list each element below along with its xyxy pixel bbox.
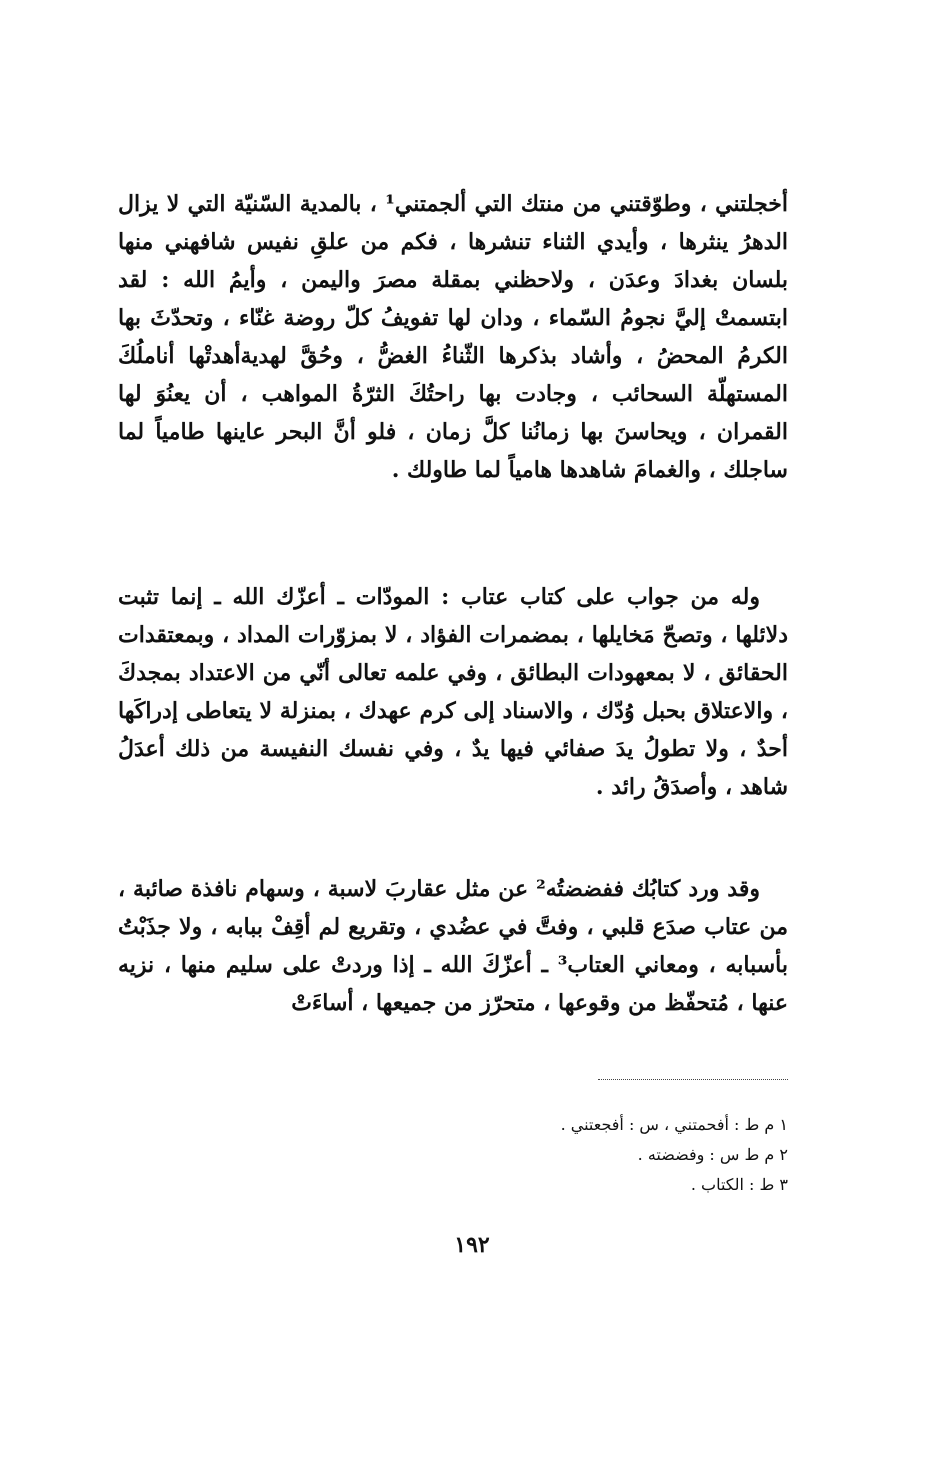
paragraph-1: أخجلتني ، وطوّقتني من منتك التي ألجمتني¹ ، بالمدية السّنيّة التي لا يزال الدهرُ ينثرها ، وأيدي الثناء تنشرها ، فكم من علقِ نفيس شافهني منها بلسان بغدادَ وعدَن ، ولاحظني بمقلة مصرَ واليمن ، وأيمُ الله : لقد ابتسمتْ إليَّ نجومُ السّماء ، ودان لها تفويفُ كلّ روضة غنّاء ، وتحدّثَ بها الكرمُ المحضُ ، وأشاد بذكرها الثّناءُ الغضُّ ، وحُقَّ لهديةأهدتْها أناملُكَ المستهلّة السحائب ، وجادت بها راحتُكَ الثرّةُ المواهب ، أن يعنُوَ لها القمران ، ويحاسنَ بها زمانُنا كلَّ زمان ، فلو أنَّ البحر عاينها طامياً لما ساجلك ، والغمامَ شاهدها هامياً لما طاولك .	[118, 191, 789, 483]
footnotes-list	[418, 1110, 788, 1200]
footnote-3: ٣ ط : الكتاب .	[690, 1175, 788, 1194]
footnote-1: ١ م ط : أفحمتني ، س : أفجعتني .	[560, 1115, 788, 1134]
footnote-divider	[598, 1079, 788, 1080]
page-number: ١٩٢	[454, 1232, 490, 1258]
paragraph-2: وله من جواب على كتاب عتاب : المودّات ـ أعزّك الله ـ إنما تثبت دلائلها ، وتصحّ مَخايلها ، بمضمرات الفؤاد ، لا بمزوّرات المداد ، وبمعتقدات الحقائق ، لا بمعهودات البطائق ، وفي علمه تعالى أنّي من الاعتداد بمجدكَ ، والاعتلاق بحبل وُدّك ، والاسناد إلى كرم عهدك ، بمنزلة لا يتعاطى إدراكَها أحدٌ ، ولا تطولُ يدَ صفائي فيها يدٌ ، وفي نفسك النفيسة من ذلك أعدَلُ شاهد ، وأصدَقُ رائد .	[118, 584, 788, 800]
paragraph-3: وقد ورد كتابُك ففضضتُه² عن مثل عقاربَ لاسبة ، وسهام نافذة صائبة ، من عتاب صدَع قلبي ، وفتَّ في عضُدي ، وتقريع لم أقِفْ ببابه ، ولا جذَبْتُ بأسبابه ، ومعاني العتاب³ ـ أعزّكَ الله ـ إذا وردتْ على سليم منها ، نزيه عنها ، مُتحفّظ من وقوعها ، متحرّز من جميعها ، أساءَتْ	[118, 876, 789, 1016]
footnote-2: ٢ م ط س : وفضضته .	[637, 1145, 788, 1164]
